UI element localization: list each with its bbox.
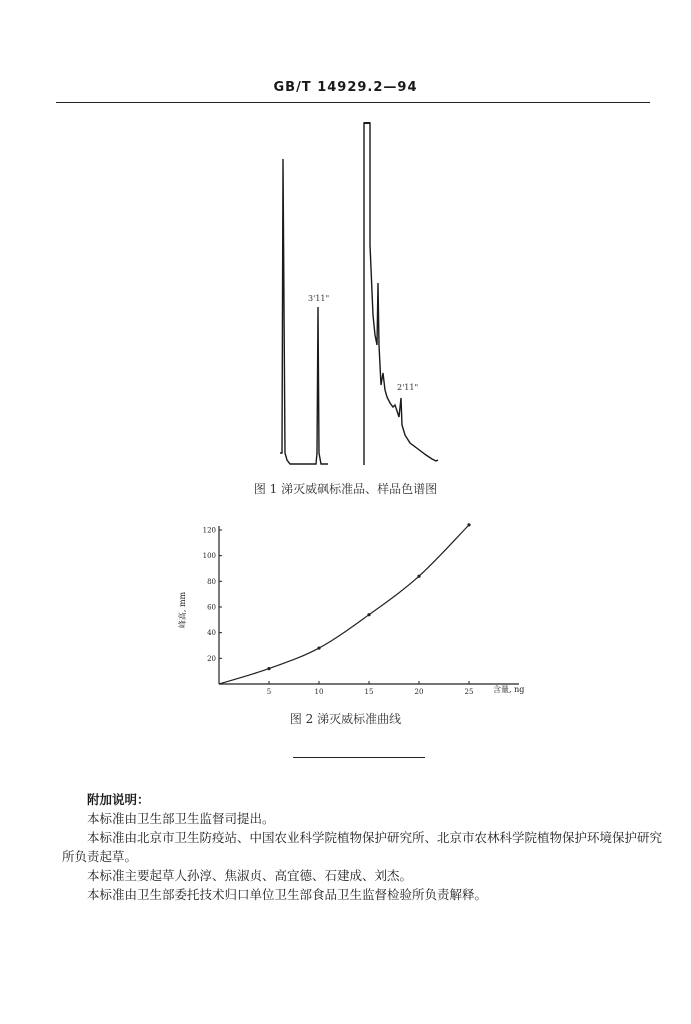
y-tick-label-60: 60 xyxy=(207,603,216,612)
chart-points xyxy=(267,523,470,670)
standard-trace xyxy=(280,159,328,464)
end-divider xyxy=(293,757,425,758)
x-tick-label-25: 25 xyxy=(464,688,474,696)
figure2-caption: 图 2 涕灭威标准曲线 xyxy=(289,712,402,726)
notes-paragraph-4: 本标准由卫生部委托技术归口单位卫生部食品卫生监督检验所负责解释。 xyxy=(87,887,488,902)
x-tick-label-10: 10 xyxy=(314,688,324,696)
standard-peak-label: 3'11" xyxy=(308,294,330,303)
header-divider xyxy=(56,102,650,103)
sample-trace xyxy=(364,123,438,465)
chart-ticks xyxy=(203,527,474,697)
notes-paragraph-2: 本标准由北京市卫生防疫站、中国农业科学院植物保护研究所、北京市农林科学院植物保护环境保护研究所负责起草。 xyxy=(62,830,663,864)
notes-heading: 附加说明： xyxy=(87,792,150,807)
y-tick-label-20: 20 xyxy=(207,654,216,663)
x-axis-label: 含量, ng xyxy=(493,685,525,694)
x-tick-label-15: 15 xyxy=(364,688,374,696)
calibration-curve xyxy=(219,525,469,684)
y-axis-label: 峰高, mm xyxy=(178,591,187,629)
sample-peak-label: 2'11" xyxy=(397,383,419,392)
data-point-2 xyxy=(317,646,320,649)
x-tick-label-20: 20 xyxy=(414,688,424,696)
data-point-1 xyxy=(267,667,270,670)
notes-paragraph-1: 本标准由卫生部卫生监督司提出。 xyxy=(87,811,275,826)
chromatogram-figure xyxy=(260,115,460,475)
data-point-3 xyxy=(367,613,370,616)
data-point-4 xyxy=(417,575,420,578)
figure1-caption: 图 1 涕灭威砜标准品、样品色谱图 xyxy=(253,482,438,496)
chart-line xyxy=(219,525,469,684)
x-tick-label-5: 5 xyxy=(266,688,272,696)
y-tick-label-120: 120 xyxy=(202,526,216,535)
y-tick-label-80: 80 xyxy=(207,577,216,586)
standard-code-header: GB/T 14929.2—94 xyxy=(273,80,418,95)
standard-curve-chart xyxy=(175,520,555,700)
data-point-5 xyxy=(467,523,470,526)
chart-axes xyxy=(219,526,519,684)
additional-notes xyxy=(62,790,662,904)
y-tick-label-40: 40 xyxy=(207,629,216,638)
notes-paragraph-3: 本标准主要起草人孙淳、焦淑贞、高宜德、石建成、刘杰。 xyxy=(87,868,413,883)
y-tick-label-100: 100 xyxy=(202,552,216,561)
